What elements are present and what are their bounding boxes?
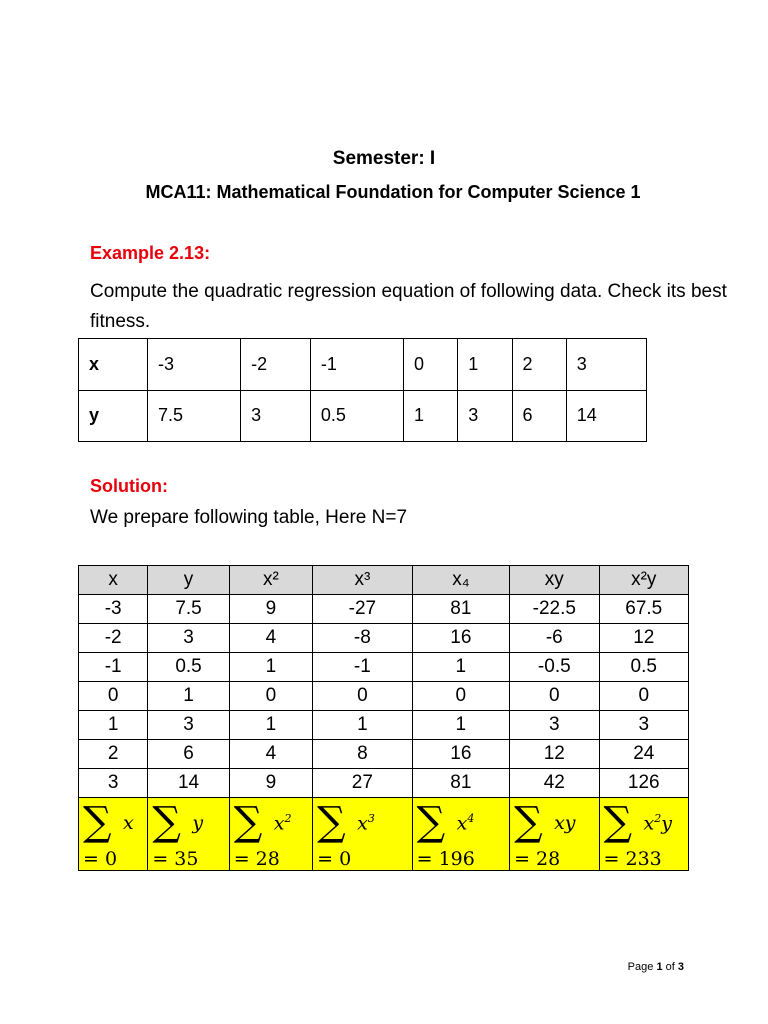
table-cell: 1 xyxy=(148,682,229,711)
row-label-y: y xyxy=(79,390,148,442)
col-header-x3: x³ xyxy=(313,566,412,595)
col-header-y: y xyxy=(148,566,229,595)
table-cell: -1 xyxy=(79,653,148,682)
table-cell: 7.5 xyxy=(148,595,229,624)
sum-term-exponent: 3 xyxy=(367,812,375,825)
table-cell: 4 xyxy=(229,740,312,769)
data-cell: 6 xyxy=(512,390,566,442)
col-header-x2y: x²y xyxy=(599,566,688,595)
table-row xyxy=(79,711,689,740)
table-cell: 2 xyxy=(79,740,148,769)
sigma-symbol: ∑ xyxy=(603,799,633,845)
sum-value: = 35 xyxy=(152,848,199,870)
table-cell: 0 xyxy=(412,682,509,711)
sigma-symbol: ∑ xyxy=(416,799,446,845)
table-cell: 0.5 xyxy=(148,653,229,682)
table-row xyxy=(79,595,689,624)
data-cell: 3 xyxy=(241,390,311,442)
table-cell: -6 xyxy=(510,624,599,653)
sum-cell xyxy=(229,798,312,871)
sum-term-variable: x xyxy=(456,812,468,835)
sum-term-variable: y xyxy=(192,812,204,834)
footer-page-word: Page xyxy=(627,961,654,973)
data-table xyxy=(78,338,647,442)
data-cell: -2 xyxy=(241,339,311,391)
table-cell: 0.5 xyxy=(599,653,688,682)
table-cell: 126 xyxy=(599,769,688,798)
table-cell: 24 xyxy=(599,740,688,769)
table-cell: 1 xyxy=(229,653,312,682)
table-cell: 12 xyxy=(510,740,599,769)
col-header-x: x xyxy=(79,566,148,595)
sum-value: = 28 xyxy=(514,848,561,870)
col-header-x4: x₄ xyxy=(412,566,509,595)
table-cell: 1 xyxy=(412,653,509,682)
data-row-y xyxy=(79,390,647,442)
table-cell: 0 xyxy=(313,682,412,711)
table-cell: 16 xyxy=(412,740,509,769)
table-cell: 1 xyxy=(229,711,312,740)
footer-of-word: of xyxy=(665,961,675,973)
sum-term-exponent: 2 xyxy=(654,812,662,825)
sigma-symbol: ∑ xyxy=(152,799,181,845)
sum-value: = 196 xyxy=(416,848,475,870)
sum-term-variable: xy xyxy=(554,812,576,834)
table-cell: -0.5 xyxy=(510,653,599,682)
footer-page-number: 1 xyxy=(656,961,663,973)
semester-title: Semester: I xyxy=(332,148,436,169)
sum-term xyxy=(123,812,134,834)
data-cell: 1 xyxy=(403,390,457,442)
table-row xyxy=(79,682,689,711)
sum-term xyxy=(457,812,475,834)
calc-table xyxy=(78,565,689,871)
sum-term-suffix: y xyxy=(661,812,672,835)
calc-header-row xyxy=(79,566,689,595)
problem-text: Compute the quadratic regression equation of following data. Check its best fitness. xyxy=(90,281,727,332)
table-cell: 81 xyxy=(412,595,509,624)
sum-term-exponent: 2 xyxy=(284,812,292,825)
table-cell: 16 xyxy=(412,624,509,653)
table-row xyxy=(79,653,689,682)
table-cell: 0 xyxy=(510,682,599,711)
sigma-symbol: ∑ xyxy=(514,799,543,845)
sum-term-variable: x xyxy=(123,812,134,834)
sum-term xyxy=(357,812,375,834)
table-cell: 9 xyxy=(229,769,312,798)
table-cell: 6 xyxy=(148,740,229,769)
sigma-symbol: ∑ xyxy=(233,799,263,845)
table-cell: 3 xyxy=(79,769,148,798)
data-cell: 3 xyxy=(566,339,646,391)
table-cell: 67.5 xyxy=(599,595,688,624)
data-cell: 3 xyxy=(458,390,512,442)
data-cell: -1 xyxy=(310,339,403,391)
sigma-symbol: ∑ xyxy=(317,799,346,845)
data-cell: 2 xyxy=(512,339,566,391)
table-cell: 8 xyxy=(313,740,412,769)
sum-term-exponent: 4 xyxy=(467,812,475,825)
prep-text: We prepare following table, Here N=7 xyxy=(90,507,408,528)
sum-term-variable: x xyxy=(643,812,655,835)
data-cell: 0.5 xyxy=(310,390,403,442)
table-cell: -27 xyxy=(313,595,412,624)
table-cell: 42 xyxy=(510,769,599,798)
table-cell: -22.5 xyxy=(510,595,599,624)
table-cell: 3 xyxy=(510,711,599,740)
data-row-x xyxy=(79,339,647,391)
sum-row xyxy=(79,798,689,871)
table-cell: 14 xyxy=(148,769,229,798)
col-header-xy: xy xyxy=(510,566,599,595)
sum-term xyxy=(644,812,672,834)
sum-cell xyxy=(79,798,148,871)
col-header-x2: x² xyxy=(229,566,312,595)
table-cell: 3 xyxy=(599,711,688,740)
sum-term xyxy=(192,812,203,834)
example-heading: Example 2.13: xyxy=(90,243,211,263)
sum-value: = 0 xyxy=(317,848,352,870)
sum-cell xyxy=(412,798,509,871)
table-cell: 4 xyxy=(229,624,312,653)
table-row xyxy=(79,624,689,653)
table-cell: 1 xyxy=(313,711,412,740)
sum-cell xyxy=(148,798,229,871)
row-label-x: x xyxy=(79,339,148,391)
sum-term xyxy=(274,812,292,834)
table-cell: 27 xyxy=(313,769,412,798)
table-cell: -3 xyxy=(79,595,148,624)
table-cell: 1 xyxy=(79,711,148,740)
table-cell: -2 xyxy=(79,624,148,653)
table-row xyxy=(79,740,689,769)
sum-value: = 28 xyxy=(233,848,280,870)
table-cell: 3 xyxy=(148,624,229,653)
table-cell: 81 xyxy=(412,769,509,798)
table-cell: 1 xyxy=(412,711,509,740)
sum-term-variable: x xyxy=(357,812,368,835)
table-cell: 12 xyxy=(599,624,688,653)
data-cell: 1 xyxy=(458,339,512,391)
data-cell: 0 xyxy=(403,339,457,391)
footer-page-total: 3 xyxy=(677,961,684,973)
table-cell: -8 xyxy=(313,624,412,653)
sum-term xyxy=(554,812,575,834)
table-cell: 3 xyxy=(148,711,229,740)
table-cell: 0 xyxy=(79,682,148,711)
sum-value: = 0 xyxy=(83,848,118,870)
table-cell: 0 xyxy=(599,682,688,711)
page-footer xyxy=(628,961,684,973)
sum-term-variable: x xyxy=(273,812,285,835)
course-title: MCA11: Mathematical Foundation for Computer Science 1 xyxy=(145,182,641,202)
sum-cell xyxy=(599,798,688,871)
data-cell: -3 xyxy=(148,339,241,391)
solution-heading: Solution: xyxy=(90,476,168,496)
table-cell: 0 xyxy=(229,682,312,711)
table-cell: -1 xyxy=(313,653,412,682)
data-cell: 7.5 xyxy=(148,390,241,442)
table-row xyxy=(79,769,689,798)
sum-cell xyxy=(313,798,412,871)
sum-cell xyxy=(510,798,599,871)
table-cell: 9 xyxy=(229,595,312,624)
data-cell: 14 xyxy=(566,390,646,442)
sigma-symbol: ∑ xyxy=(83,799,112,845)
sum-value: = 233 xyxy=(603,848,662,870)
